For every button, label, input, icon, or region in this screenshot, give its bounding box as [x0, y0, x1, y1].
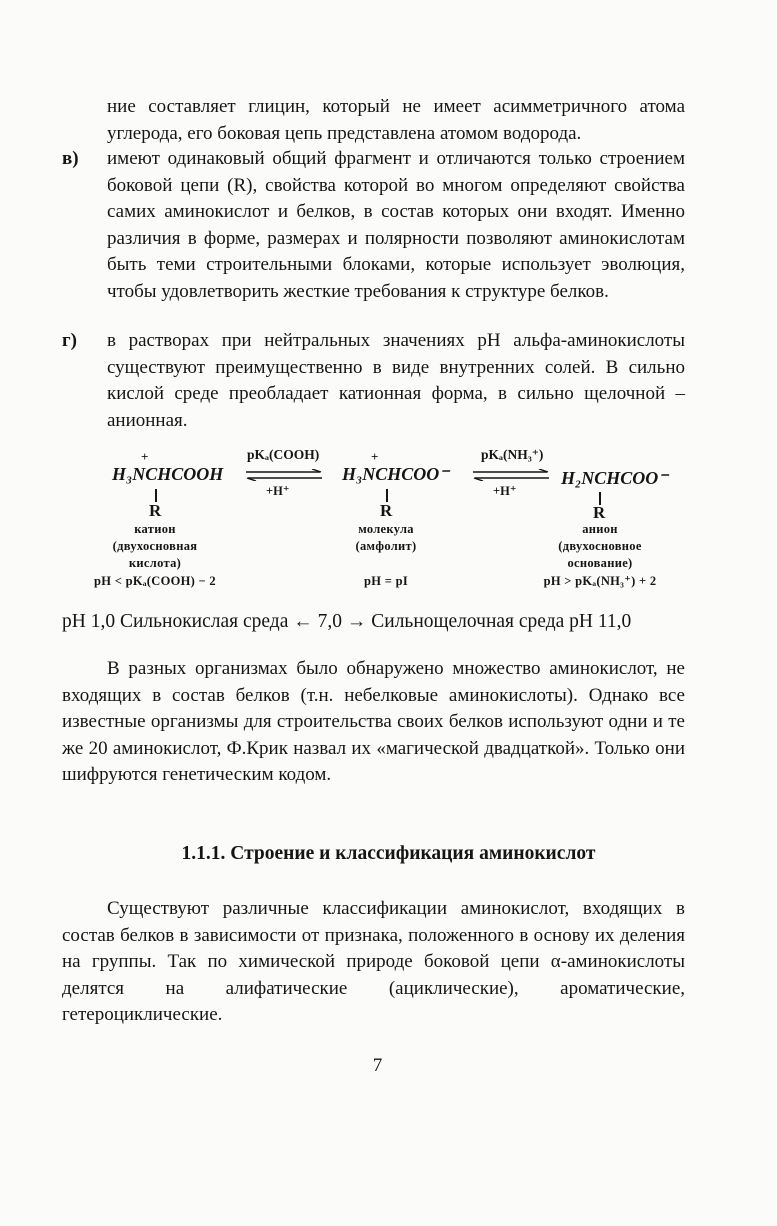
list-item-v — [62, 146, 685, 305]
zwitterion-formula: H₃NCHCOO⁻ — [342, 464, 449, 484]
pka-nh3-label: pKₐ(NH₃⁺) — [481, 447, 544, 462]
positive-charge: + — [371, 449, 379, 464]
caption-line: кислота) — [128, 556, 182, 570]
section-heading: 1.1.1. Строение и классификация аминокислот — [181, 843, 596, 864]
caption-line: анион — [582, 522, 618, 536]
caption-line: (двухосновная — [112, 539, 198, 553]
caption-line: катион — [134, 522, 176, 536]
caption-line: (двухосновное — [558, 539, 642, 553]
anion-caption — [530, 521, 670, 572]
anion-formula: H₂NCHCOO⁻ — [561, 468, 668, 488]
ionization-scheme — [80, 445, 700, 595]
list-item-text: в растворах при нейтральных значениях рН альфа-аминокислоты существуют преимущественно в виде внутренних солей. В сильно кислой среде преобладает катионная форма, в сильно щелочной – анионная. — [107, 330, 685, 431]
caption-line: (амфолит) — [355, 539, 417, 553]
equilibrium-arrow-icon — [471, 469, 551, 481]
side-chain-r: R — [380, 501, 393, 520]
side-chain-r: R — [593, 503, 606, 522]
pka-cooh-label: pKₐ(COOH) — [247, 447, 320, 462]
proton-label: +H⁺ — [493, 484, 517, 498]
equilibrium-arrow-icon — [244, 469, 324, 481]
zwitterion-ph-condition: pH = pI — [364, 574, 408, 588]
zwitterion-caption — [316, 521, 456, 555]
caption-line: основание) — [567, 556, 633, 570]
ph-scale-line: pH 1,0 Сильнокислая среда ← 7,0 → Сильнощелочная среда pH 11,0 — [62, 611, 632, 632]
list-item-g — [62, 328, 685, 434]
page-number: 7 — [372, 1055, 383, 1076]
anion-ph-condition: pH > pKₐ(NH₃⁺) + 2 — [543, 574, 657, 588]
cation-ph-condition: pH < pKₐ(COOH) − 2 — [94, 574, 216, 588]
list-item-text: имеют одинаковый общий фрагмент и отличаются только строением боковой цепи (R), свойства которой во многом определяют свойства самих аминокислот и белков, в состав которых они входят. Именно различия в форме, размерах и полярности позволяют аминокислотам быть теми строительными блоками, которые использует эволюция, чтобы удовлетворить жесткие требования к структуре белков. — [107, 148, 685, 302]
paragraph-nonprotein-amino-acids: В разных организмах было обнаружено множество аминокислот, не входящих в состав белков (т.н. небелковые аминокислоты). Однако все известные организмы для строительства своих белков используют одни и те же 20 аминокислот, Ф.Крик назвал их «магической двадцаткой». Только они шифруются генетическим кодом. — [62, 658, 685, 785]
side-chain-r: R — [149, 501, 162, 520]
proton-label: +H⁺ — [266, 484, 290, 498]
list-item-label: в) — [62, 148, 79, 169]
list-item-label: г) — [62, 330, 77, 351]
cation-formula: H₃NCHCOOH — [112, 464, 224, 484]
caption-line: молекула — [358, 522, 414, 536]
continued-paragraph: ние составляет глицин, который не имеет асимметричного атома углерода, его боковая цепь представлена атомом водорода. — [107, 96, 685, 144]
cation-caption — [85, 521, 225, 572]
positive-charge: + — [141, 449, 149, 464]
paragraph-classification: Существуют различные классификации аминокислот, входящих в состав белков в зависимости от признака, положенного в основу их деления на группы. Так по химической природе боковой цепи α-аминокислоты делятся на алифатические (ациклические), ароматические, гетероциклические. — [62, 898, 685, 1025]
